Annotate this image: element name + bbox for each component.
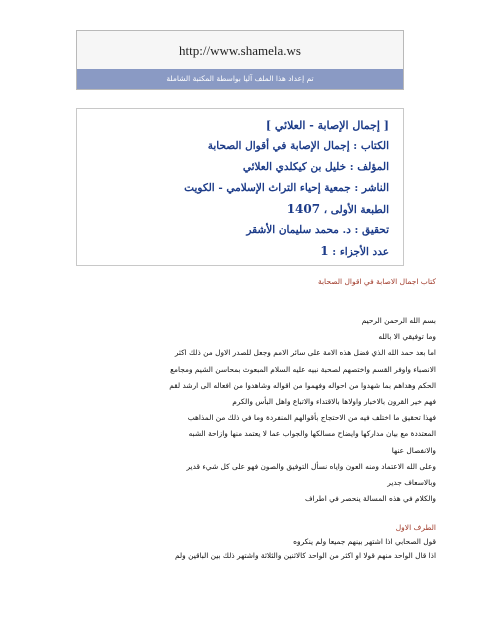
- text-line: بسم الله الرحمن الرحيم: [361, 316, 436, 325]
- book-text: [40, 276, 436, 563]
- text-line: فهم خير القرون بالاخبار واولاها بالاقتداء والاتباع واهل البأس والكرم: [232, 397, 436, 407]
- book-title-row: [87, 136, 389, 157]
- editor-label: تحقيق :: [350, 224, 389, 236]
- text-line: والكلام في هذه المسالة ينحصر في اطراف: [305, 494, 436, 504]
- editor-row: [87, 220, 389, 241]
- text-line: وعلى الله الاعتماد ومنه العون واياه نسأل التوفيق والصون فهو على كل شيء قدير: [186, 461, 436, 471]
- edition-label: الطبعة الأولى ،: [320, 204, 389, 216]
- text-line: قول الصحابي اذا اشتهر بينهم جميعا ولم ينكروه: [293, 537, 436, 547]
- text-line: وما توفيقي الا بالله: [378, 332, 436, 342]
- publisher-row: [87, 178, 389, 199]
- section-title: كتاب اجمال الاصابة في اقوال الصحابة: [317, 277, 436, 286]
- publisher-label: الناشر :: [350, 182, 389, 194]
- text-line: اذا قال الواحد منهم قولا او اكثر من الواحد كالاثنين والثلاثة واشتهر ذلك بين الباقين ولم: [175, 551, 436, 561]
- subheading: الطرف الاول: [395, 523, 436, 533]
- edition-row: [87, 199, 389, 220]
- text-line: اما بعد حمد الله الذي فضل هذه الامة على سائر الامم وجعل للصدر الاول من ذلك اكثر: [174, 348, 436, 358]
- author-row: [87, 157, 389, 178]
- source-url[interactable]: http://www.shamela.ws: [179, 43, 301, 58]
- author-value: خليل بن كيكلدي العلائي: [242, 161, 347, 173]
- book-value: إجمال الإصابة في أقوال الصحابة: [207, 140, 350, 152]
- text-line: المعتددة مع بيان مداركها وايضاح مسالكها والجواب عما لا يعتمد منها وازاحة الشبه: [188, 429, 436, 439]
- publisher-value: جمعية إحياء التراث الإسلامي - الكويت: [184, 182, 351, 194]
- text-line: فهذا تحقيق ما اختلف فيه من الاحتجاج بأقوالهم المنفردة وما في ذلك من المذاهب: [187, 413, 436, 423]
- parts-value: 1: [320, 244, 329, 258]
- author-label: المؤلف :: [346, 161, 389, 173]
- text-line: وبالاسعاف جدير: [387, 478, 436, 488]
- parts-row: [87, 241, 389, 262]
- editor-value: د. محمد سليمان الأشقر: [246, 224, 351, 236]
- text-line: والانفصال عنها: [391, 445, 436, 455]
- parts-label: عدد الأجزاء :: [328, 246, 389, 258]
- text-line: الحكم وهداهم بما شهدوا من احواله وفهموا من اقواله وشاهدوا من افعاله الى ارشد لقم: [169, 380, 436, 390]
- text-line: الانصباء واوفر القسم واختصهم لصحبة نبيه عليه السلام المبعوث بمحاسن الشيم ومجامع: [170, 364, 436, 374]
- book-label: الكتاب :: [349, 140, 389, 152]
- book-short-title: [ إجمال الإصابة - العلائي ]: [265, 119, 389, 132]
- source-banner: [76, 30, 404, 90]
- edition-value: 1407: [286, 202, 321, 216]
- book-info-card: [76, 108, 404, 266]
- generation-note: تم إعداد هذا الملف آليا بواسطة المكتبة الشاملة: [77, 69, 403, 89]
